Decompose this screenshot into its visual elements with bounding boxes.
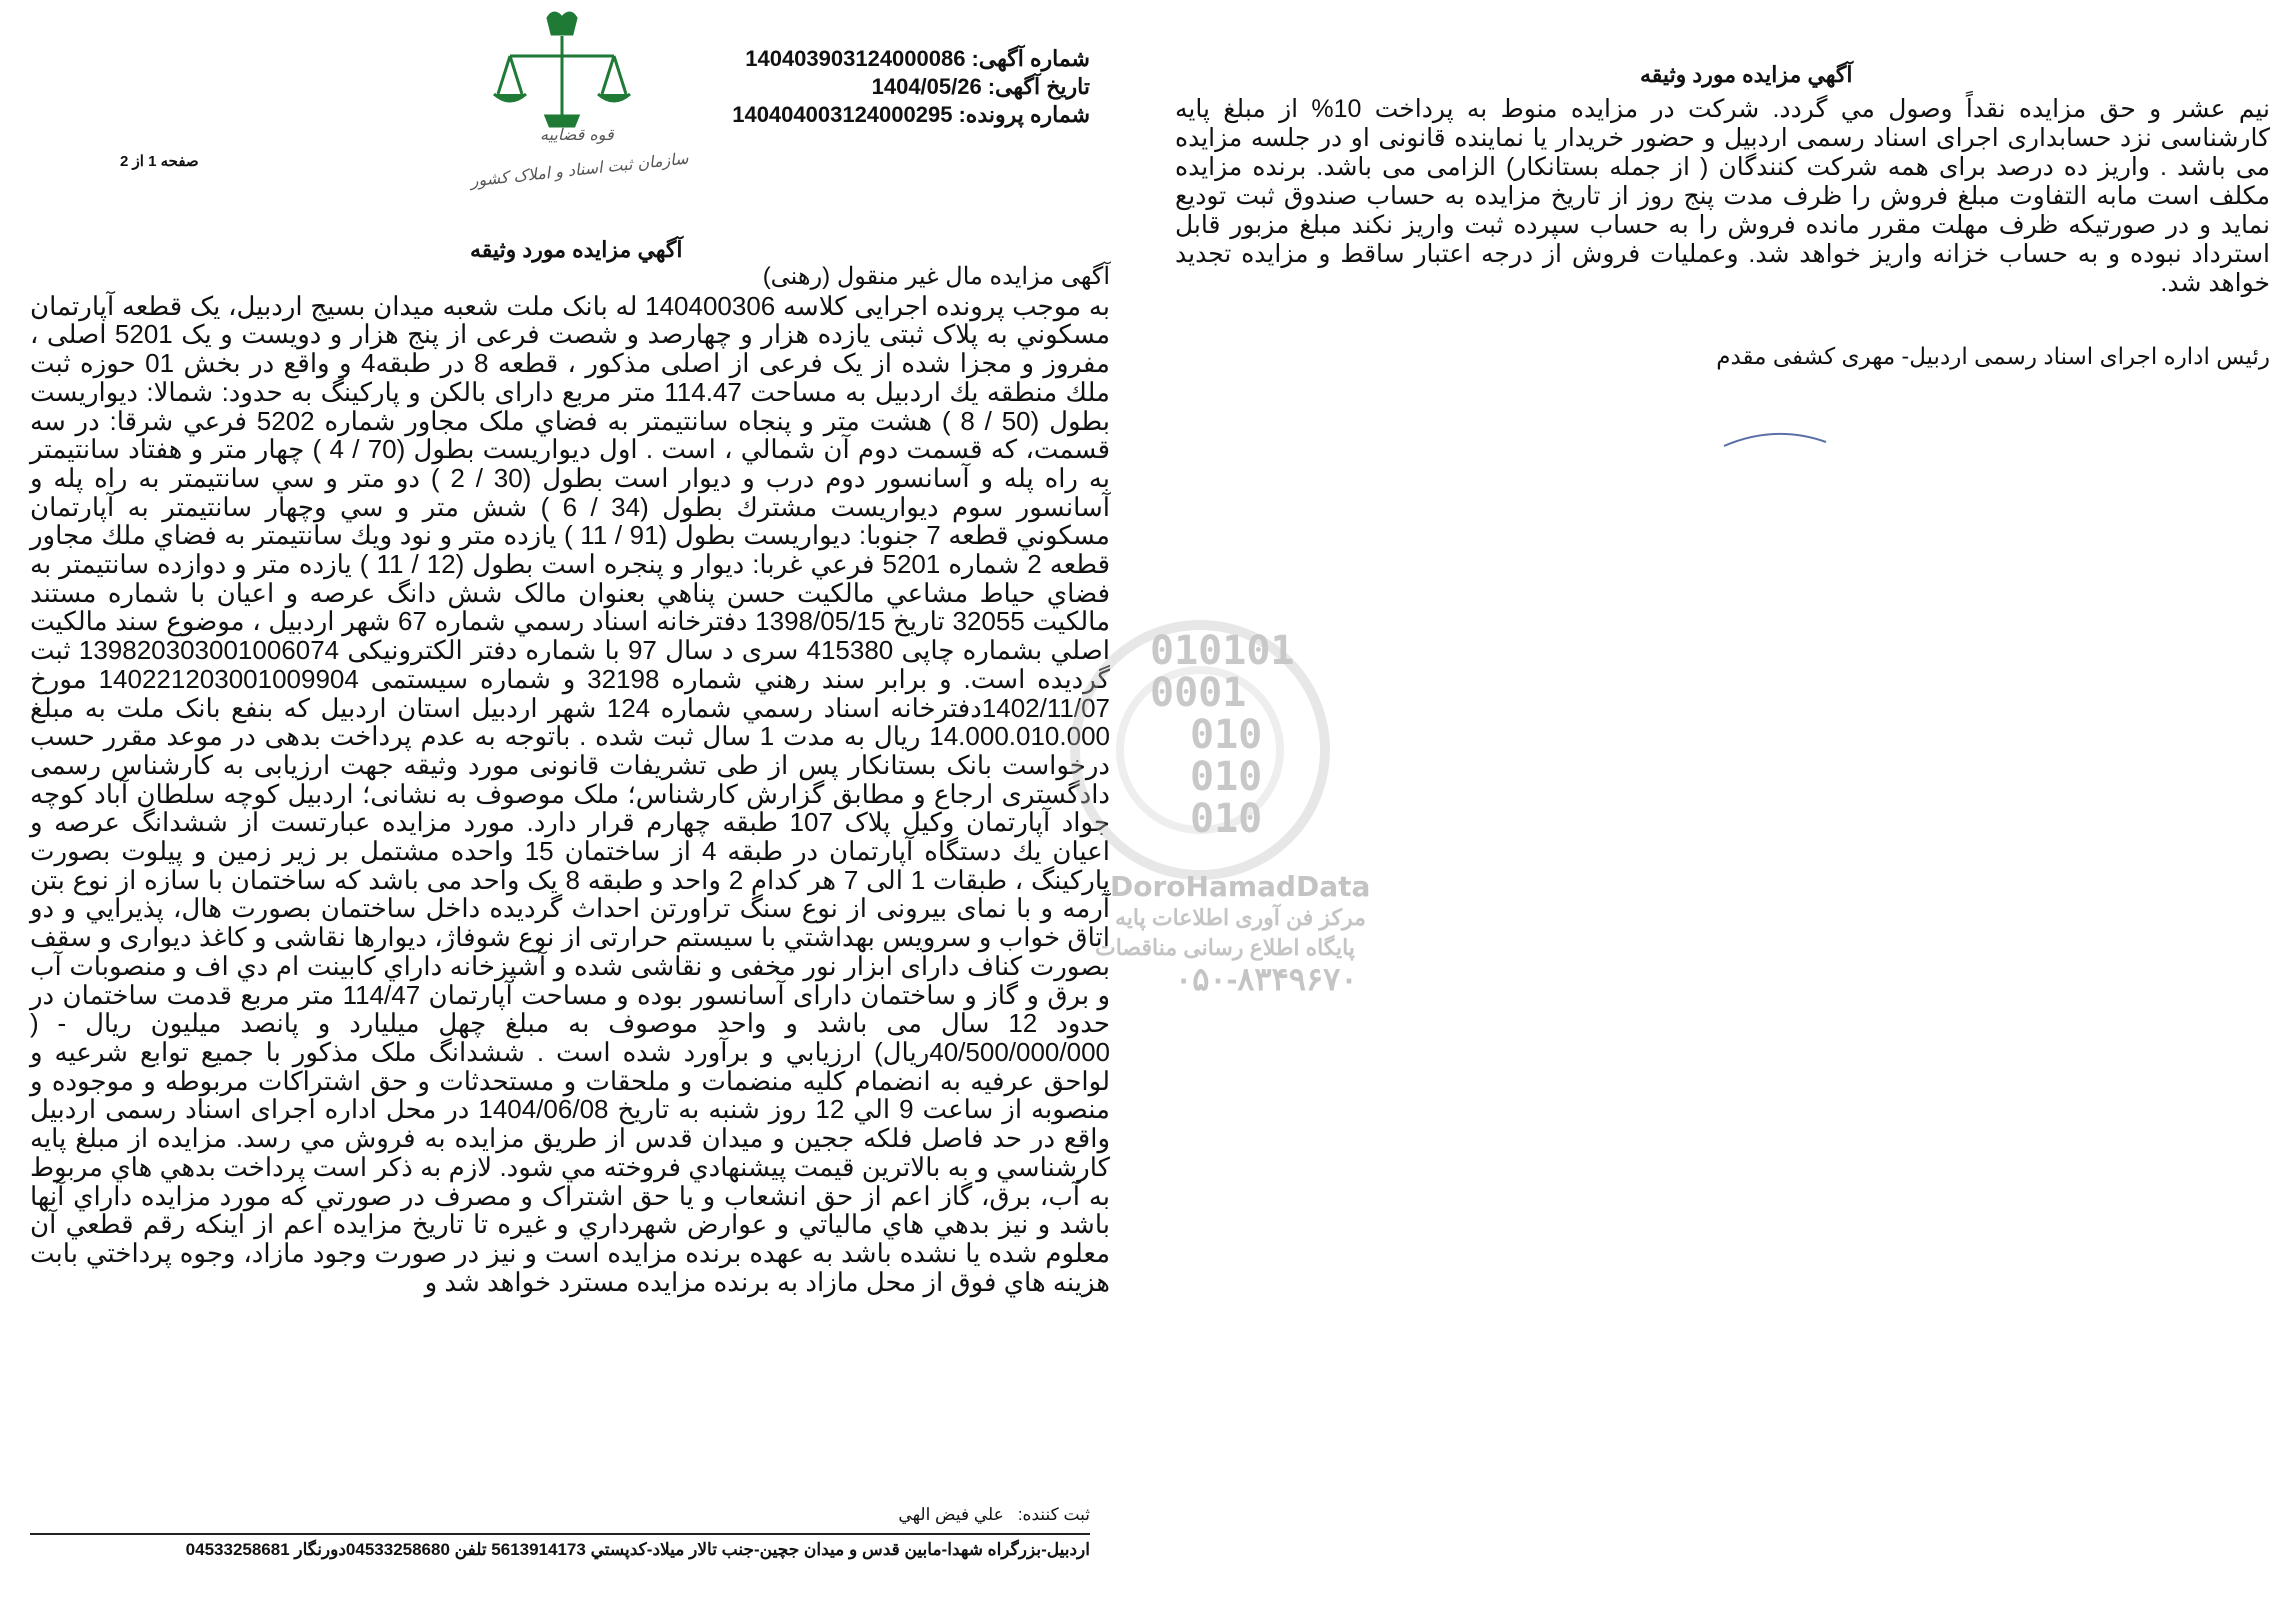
chief-signature: رئيس اداره اجرای اسناد رسمی اردبيل- مهری کشفی مقدم bbox=[1716, 343, 2270, 369]
left-column-title: آگهي مزايده مورد وثيقه bbox=[470, 237, 683, 262]
case-number-row: شماره پرونده:140404003124000295 bbox=[732, 102, 1090, 127]
recorder-info bbox=[880, 1505, 1090, 1525]
watermark-digits: 010101 0001 010 010 010 bbox=[1150, 628, 1295, 842]
watermark-brand: DoroHamadData bbox=[1110, 870, 1371, 903]
auction-terms-body: نيم عشر و حق مزايده نقداً وصول مي گردد. شرکت در مزايده منوط به پرداخت 10% از مبلغ پايه کارشناسی نزد حسابداری اجرای اسناد رسمی اردبيل و حضور خريدار يا نماينده قانونی او در جلسه مزايده می باشد . واريز ده درصد برای همه شرکت کنندگان ( از جمله بستانکار) الزامی می باشد. برنده مزايده مکلف است مابه التفاوت مبلغ فروش را ظرف مدت پنج روز از تاريخ مزايده به حساب صندوق ثبت توديع نمايد و در صورتيکه ظرف مهلت مقرر مانده فروش را به حساب سپرده ثبت واريز نکند مبلغ مزبور قابل استرداد نبوده و به حساب خزانه واريز خواهد شد. وعمليات فروش از درجه اعتبار ساقط و مزايده تجديد خواهد شد. bbox=[1175, 95, 2270, 297]
ad-date-row: تاریخ آگهی:1404/05/26 bbox=[871, 74, 1090, 99]
ad-date: 1404/05/26 bbox=[871, 74, 982, 99]
watermark-line-2: پایگاه اطلاع رسانی مناقصات bbox=[1095, 935, 1355, 960]
ad-number: 140403903124000086 bbox=[745, 46, 966, 71]
case-number: 140404003124000295 bbox=[732, 102, 953, 127]
watermark-line-1: مرکز فن آوری اطلاعات پایه bbox=[1115, 905, 1366, 930]
recorder-name: علي فيض الهي bbox=[898, 1505, 1004, 1524]
page-number: صفحه 1 از 2 bbox=[120, 153, 199, 170]
watermark-phone: ۰۵۰-۸۳۴۹۶۷۰ bbox=[1175, 961, 1358, 997]
emblem-caption-bottom: سازمان ثبت اسناد و املاک کشور bbox=[469, 148, 690, 191]
stamp-arc-icon bbox=[1720, 428, 1830, 448]
notice-paragraph: به موجب پرونده اجرایی کلاسه 140400306 له بانک ملت شعبه میدان بسیج اردبیل، یک قطعه آپارتمان مسکوني به پلاک ثبتی یازده هزار و چهارصد و شصت فرعی از پنج هزار و دویست و یک 5201 اصلی ، مفروز و مجزا شده از یک فرعی از اصلی مذکور ، قطعه 8 در طبقه4 و واقع در بخش 01 حوزه ثبت ملك منطقه يك اردبیل به مساحت 114.47 متر مربع دارای بالکن و پارکینگ به حدود: شمالا: ديواريست بطول (50 / 8 ) هشت متر و پنجاه سانتيمتر به فضاي ملک مجاور شماره 5202 فرعي شرقا: در سه قسمت، كه قسمت دوم آن شمالي ، است . اول ديواريست بطول (70 / 4 ) چهار متر و هفتاد سانتيمتر به راه پله و آسانسور دوم درب و ديوار است بطول (30 / 2 ) دو متر و سي سانتيمتر به راه پله و آسانسور سوم ديواريست مشترك بطول (34 / 6 ) شش متر و سي وچهار سانتيمتر به آپارتمان مسكوني قطعه 7 جنوبا: ديواريست بطول (91 / 11 ) يازده متر و نود ويك سانتيمتر به فضاي ملك مجاور قطعه 2 شماره 5201 فرعي غربا: ديوار و پنجره است بطول (12 / 11 ) يازده متر و دوازده سانتيمتر به فضاي حياط مشاعي مالكيت حسن پناهي بعنوان مالک شش دانگ عرصه و اعیان با شماره مستند مالکیت 32055 تاریخ 1398/05/15 دفترخانه اسناد رسمي شماره 67 شهر اردبيل ، موضوع سند مالکيت اصلي بشماره چاپی 415380 سری د سال 97 با شماره دفتر الکترونیکی 139820303001006074 ثبت گردیده است. و برابر سند رهني شماره 32198 و شماره سيستمی 140221203001009904 مورخ 1402/11/07دفترخانه اسناد رسمي شماره 124 شهر اردبیل استان اردبیل كه بنفع بانک ملت به مبلغ 14.000.010.000 ريال به مدت 1 سال ثبت شده . باتوجه به عدم پرداخت بدهی در موعد مقرر حسب درخواست بانک بستانکار پس از طی تشریفات قانونی مورد وثیقه جهت ارزیابی به کارشناس رسمی دادگستری ارجاع و مطابق گزارش کارشناس؛ ملک موصوف به نشانی؛ اردبیل کوچه سلطان آباد کوچه جواد آپارتمان وکیل پلاک 107 طبقه چهارم قرار دارد. مورد مزايده عبارتست از ششدانگ عرصه و اعيان يك دستگاه آپارتمان در طبقه 4 از ساختمان 15 واحده مشتمل بر زير زمين و پیلوت بصورت پارکینگ ، طبقات 1 الی 7 هر کدام 2 واحد و طبقه 8 يک واحد می باشد که ساختمان با سازه از نوع بتن آرمه و با نمای بيرونی از نوع سنگ تراورتن احداث گرديده داخل ساختمان بصورت هال، پذيرايي و دو اتاق خواب و سرويس بهداشتي با سيستم حرارتی از نوع شوفاژ، ديوارها نقاشی و کاغذ ديواری و سقف بصورت کناف دارای ابزار نور مخفی و نقاشی شده و آشپزخانه داراي کابينت ام دي اف و منصوبات آب و برق و گاز و ساختمان دارای آسانسور بوده و مساحت آپارتمان 114/47 متر مربع قدمت ساختمان در حدود 12 سال می باشد و واحد موصوف به مبلغ چهل ميليارد و پانصد ميليون ريال - ( 40/500/000/000ريال) ارزيابي و برآورد شده است . ششدانگ ملک مذکور با جميع توابع شرعيه و لواحق عرفيه به انضمام کليه منضمات و ملحقات و مستحدثات و حق اشتراکات مربوطه و موجوده و منصوبه از ساعت 9 الي 12 روز شنبه به تاريخ 1404/06/08 در محل اداره اجرای اسناد رسمی اردبيل واقع در حد فاصل فلکه ججين و ميدان قدس از طريق مزايده به فروش مي رسد. مزايده از مبلغ پايه کارشناسي و به بالاترين قيمت پيشنهادي فروخته مي شود. لازم به ذکر است پرداخت بدهي هاي مربوط به آب، برق، گاز اعم از حق انشعاب و يا حق اشتراک و مصرف در صورتي که مورد مزايده داراي آنها باشد و نيز بدهي هاي مالياتي و عوارض شهرداري و غيره تا تاريخ مزايده اعم از اينکه رقم قطعي آن معلوم شده يا نشده باشد به عهده برنده مزايده است و نيز در صورت وجود مازاد، وجوه پرداختي بابت هزينه هاي فوق از محل مازاد به برنده مزايده مسترد خواهد شد و bbox=[30, 290, 1111, 1297]
ad-metadata bbox=[730, 45, 1090, 129]
auction-notice-body bbox=[30, 263, 1110, 1296]
footer-address: اردبیل-بزرگراه شهدا-مابین قدس و میدان جچین-جنب تالار میلاد-کدپستي 5613914173 تلفن 04533258680دورنگار 04533258681 bbox=[185, 1540, 1090, 1559]
ad-number-row: شماره آگهی:140403903124000086 bbox=[745, 46, 1090, 71]
footer-divider bbox=[30, 1533, 1090, 1535]
right-column-title: آگهي مزايده مورد وثيقه bbox=[1640, 62, 1853, 87]
emblem-caption-top: قوه قضاییه bbox=[540, 125, 614, 144]
notice-subtitle: آگهی مزایده مال غیر منقول (رهنی) bbox=[762, 263, 1110, 290]
recorder-label: ثبت کننده: bbox=[1017, 1505, 1090, 1524]
